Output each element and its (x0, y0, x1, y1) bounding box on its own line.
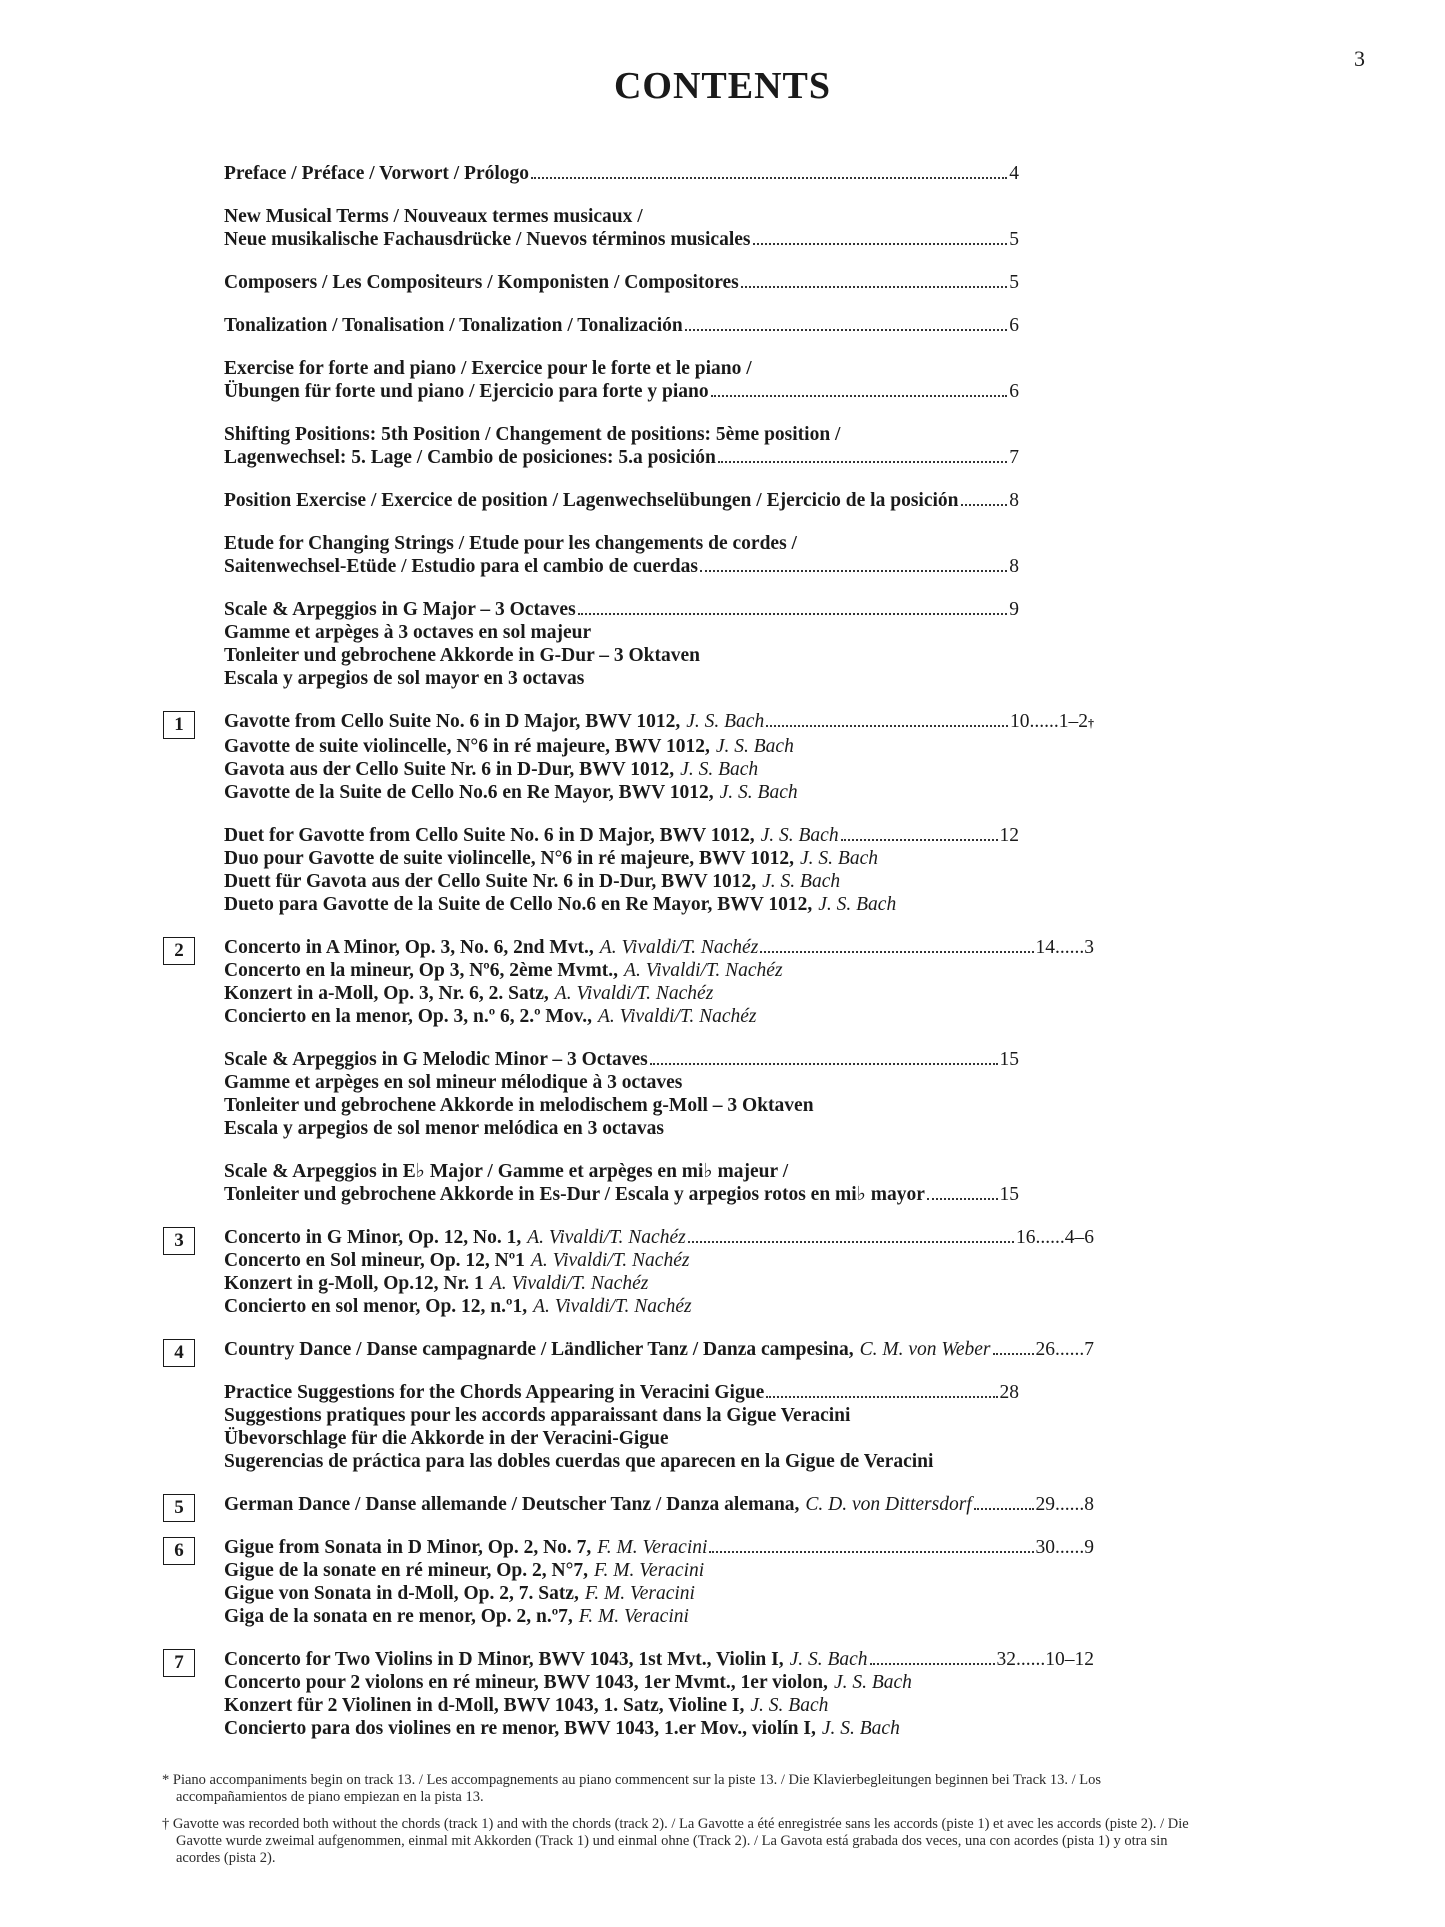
entry-title: Übevorschlage für die Akkorde in der Veracini-Gigue (224, 1428, 669, 1449)
toc-entry (174, 1648, 1274, 1740)
composer-name: F. M. Veracini (584, 1583, 695, 1604)
page-ref (1036, 1536, 1056, 1559)
toc-line (224, 824, 1019, 847)
page-number-ref: 26 (1035, 1339, 1055, 1360)
entry-title: Practice Suggestions for the Chords Appearing in Veracini Gigue (224, 1382, 765, 1403)
entry-title: Scale & Arpeggios in G Melodic Minor – 3 Octaves (224, 1049, 648, 1070)
toc-entry (174, 1493, 1274, 1518)
toc-line (224, 1671, 1274, 1694)
toc-entry (174, 710, 1274, 804)
composer-name: A. Vivaldi/T. Nachéz (598, 1006, 757, 1027)
page-number-ref: 6 (1009, 315, 1019, 336)
composer-name: A. Vivaldi/T. Nachéz (554, 983, 714, 1004)
toc-line (224, 1183, 1019, 1206)
toc-entry (224, 489, 1274, 512)
toc-line (224, 205, 1274, 228)
page-number-ref: 30 (1035, 1537, 1055, 1558)
toc-line (224, 532, 1274, 555)
toc-line (224, 1427, 1274, 1450)
track-leader: ...... (1035, 1227, 1065, 1248)
entry-title: Übungen für forte und piano / Ejercicio para forte y piano (224, 381, 709, 402)
toc-entry (174, 1338, 1274, 1363)
page-ref (1000, 1048, 1020, 1071)
composer-name: J. S. Bach (762, 871, 841, 892)
toc-line (224, 621, 1274, 644)
dot-leader (927, 1198, 998, 1200)
toc-line (224, 1605, 1274, 1628)
toc-line (224, 489, 1019, 512)
entry-title: Escala y arpegios de sol mayor en 3 octavas (224, 668, 585, 689)
dot-leader (766, 725, 1008, 727)
page-number-ref: 16 (1016, 1227, 1036, 1248)
toc-line (224, 314, 1019, 337)
toc-line (224, 1450, 1274, 1473)
entry-title: Gamme et arpèges en sol mineur mélodique à 3 octaves (224, 1072, 683, 1093)
toc-line (224, 1272, 1274, 1295)
track-leader: ...... (1029, 711, 1059, 732)
dot-leader (753, 243, 1008, 245)
composer-name: A. Vivaldi/T. Nachéz (489, 1273, 649, 1294)
page-number-ref: 5 (1009, 229, 1019, 250)
entry-title: Scale & Arpeggios in E♭ Major / Gamme et arpèges en mi♭ majeur / (224, 1161, 789, 1182)
dot-leader (841, 839, 998, 841)
entry-title: Saitenwechsel-Etüde / Estudio para el cambio de cuerdas (224, 556, 698, 577)
page-number-ref: 12 (999, 825, 1019, 846)
page-ref (1016, 1226, 1036, 1249)
composer-name: J. S. Bach (833, 1672, 912, 1693)
entry-title: Sugerencias de práctica para las dobles cuerdas que aparecen en la Gigue de Veracini (224, 1451, 934, 1472)
entry-title: Suggestions pratiques pour les accords apparaissant dans la Gigue Veracini (224, 1405, 851, 1426)
track-range: 9 (1084, 1537, 1094, 1558)
toc-entry (224, 205, 1274, 251)
toc-entry (224, 357, 1274, 403)
toc-line (224, 555, 1019, 578)
page-ref (1009, 598, 1019, 621)
dot-leader (700, 570, 1007, 572)
track-leader: ...... (1055, 1537, 1085, 1558)
toc-line (224, 735, 1274, 758)
toc-line (224, 1338, 1094, 1361)
entry-title: Concerto in G Minor, Op. 12, No. 1, (224, 1227, 522, 1248)
track-leader: ...... (1016, 1649, 1046, 1670)
entry-title: Concierto para dos violines en re menor, BWV 1043, 1.er Mov., violín I, (224, 1718, 816, 1739)
page-number: 3 (1354, 46, 1365, 71)
track-leader: ...... (1055, 1339, 1085, 1360)
composer-name: C. M. von Weber (859, 1339, 991, 1360)
footnotes (162, 1772, 1212, 1877)
page-number-ref: 8 (1009, 490, 1019, 511)
entry-title: Konzert für 2 Violinen in d-Moll, BWV 1043, 1. Satz, Violine I, (224, 1695, 745, 1716)
toc-entry (224, 423, 1274, 469)
page-number-ref: 14 (1035, 937, 1055, 958)
track-range: 7 (1084, 1339, 1094, 1360)
toc-line (224, 959, 1274, 982)
dot-leader (709, 1551, 1033, 1553)
toc-entry (224, 314, 1274, 337)
toc-line (224, 644, 1274, 667)
page-number-ref: 6 (1009, 381, 1019, 402)
page-ref (997, 1648, 1017, 1671)
toc-line (224, 380, 1019, 403)
page-number-ref: 15 (999, 1049, 1019, 1070)
dot-leader (760, 951, 1033, 953)
entry-title: German Dance / Danse allemande / Deutscher Tanz / Danza alemana, (224, 1494, 800, 1515)
toc-entry (174, 1226, 1274, 1318)
entry-title: Country Dance / Danse campagnarde / Ländlicher Tanz / Danza campesina, (224, 1339, 854, 1360)
entry-title: Shifting Positions: 5th Position / Changement de positions: 5ème position / (224, 424, 841, 445)
toc-line (224, 1648, 1094, 1671)
page-ref (1009, 228, 1019, 251)
entry-title: Position Exercise / Exercice de position / Lagenwechselübungen / Ejercicio de la posición (224, 490, 959, 511)
toc-entry (224, 1048, 1274, 1140)
toc-line (224, 598, 1019, 621)
toc-line (224, 1048, 1019, 1071)
toc-line (224, 781, 1274, 804)
composer-name: F. M. Veracini (597, 1537, 708, 1558)
entry-title: New Musical Terms / Nouveaux termes musicaux / (224, 206, 643, 227)
entry-title: Concerto en la mineur, Op 3, Nº6, 2ème Mvmt., (224, 960, 619, 981)
page-number-ref: 8 (1009, 556, 1019, 577)
entry-title: Gamme et arpèges à 3 octaves en sol majeur (224, 622, 592, 643)
entry-title: Gavotte de suite violincelle, N°6 in ré majeure, BWV 1012, (224, 736, 710, 757)
entry-title: Concierto en la menor, Op. 3, n.º 6, 2.º Mov., (224, 1006, 593, 1027)
toc-line (224, 1717, 1274, 1740)
page-number-ref: 10 (1010, 711, 1030, 732)
toc-line (224, 1404, 1274, 1427)
dot-leader (974, 1508, 1034, 1510)
dot-leader (688, 1241, 1014, 1243)
toc-line (224, 446, 1019, 469)
toc-line (224, 1559, 1274, 1582)
composer-name: A. Vivaldi/T. Nachéz (533, 1296, 692, 1317)
entry-title: Duo pour Gavotte de suite violincelle, N°6 in ré majeure, BWV 1012, (224, 848, 795, 869)
dot-leader (870, 1663, 995, 1665)
toc-entry (224, 1160, 1274, 1206)
page-ref (1009, 446, 1019, 469)
composer-name: J. S. Bach (719, 782, 798, 803)
track-number-box: 5 (163, 1494, 195, 1522)
toc-entry (224, 598, 1274, 690)
page-number-ref: 5 (1009, 272, 1019, 293)
entry-title: Composers / Les Compositeurs / Komponisten / Compositores (224, 272, 739, 293)
entry-title: Giga de la sonata en re menor, Op. 2, n.º7, (224, 1606, 573, 1627)
toc-line (224, 1295, 1274, 1318)
toc-entry (174, 936, 1274, 1028)
composer-name: A. Vivaldi/T. Nachéz (624, 960, 783, 981)
page-number-ref: 32 (996, 1649, 1016, 1670)
composer-name: J. S. Bach (818, 894, 897, 915)
toc-line (224, 1249, 1274, 1272)
footnote: † Gavotte was recorded both without the chords (track 1) and with the chords (track 2). / La Gavotte a été enregistrée sans les accords (piste 1) et avec les accords (piste 2). / Die Gavotte wurde zweimal aufgenommen, einmal mit Akkorden (Track 1) und einmal ohne (Track 2). / La Gavota está grabada dos veces, una con acordes (pista 1) y otra sin acordes (pista 2). (162, 1816, 1189, 1866)
page-ref (1036, 1493, 1056, 1516)
track-number-box: 7 (163, 1649, 195, 1677)
entry-title: Concierto en sol menor, Op. 12, n.º1, (224, 1296, 528, 1317)
toc-line (224, 847, 1274, 870)
track-number-box: 3 (163, 1227, 195, 1255)
toc-line (224, 271, 1019, 294)
dot-leader (961, 504, 1008, 506)
page-ref (1009, 314, 1019, 337)
track-leader: ...... (1055, 937, 1085, 958)
composer-name: J. S. Bach (760, 825, 839, 846)
toc-line (224, 1226, 1094, 1249)
toc-line (224, 758, 1274, 781)
footnote-mark: † (1088, 716, 1094, 730)
composer-name: J. S. Bach (789, 1649, 868, 1670)
dot-leader (766, 1396, 997, 1398)
entry-title: Duet for Gavotte from Cello Suite No. 6 in D Major, BWV 1012, (224, 825, 755, 846)
entry-title: Konzert in g-Moll, Op.12, Nr. 1 (224, 1273, 484, 1294)
page-number-ref: 15 (999, 1184, 1019, 1205)
footnote: * Piano accompaniments begin on track 13. / Les accompagnements au piano commencent sur la piste 13. / Die Klavierbegleitungen beginnen bei Track 13. / Los accompañamientos de piano empiezan en la pista 13. (162, 1772, 1102, 1805)
entry-title: Tonalization / Tonalisation / Tonalization / Tonalización (224, 315, 683, 336)
composer-name: J. S. Bach (680, 759, 759, 780)
page-ref (1010, 710, 1030, 733)
composer-name: F. M. Veracini (578, 1606, 689, 1627)
page-ref (1000, 1183, 1020, 1206)
toc-line (224, 423, 1274, 446)
entry-title: Concerto in A Minor, Op. 3, No. 6, 2nd Mvt., (224, 937, 594, 958)
entry-title: Gavota aus der Cello Suite Nr. 6 in D-Dur, BWV 1012, (224, 759, 675, 780)
toc-line (224, 1117, 1274, 1140)
toc-line (224, 982, 1274, 1005)
entry-title: Gigue from Sonata in D Minor, Op. 2, No. 7, (224, 1537, 592, 1558)
page-number-ref: 9 (1009, 599, 1019, 620)
toc-line (224, 893, 1274, 916)
entry-title: Tonleiter und gebrochene Akkorde in melodischem g-Moll – 3 Oktaven (224, 1095, 814, 1116)
track-leader: ...... (1055, 1494, 1085, 1515)
dot-leader (993, 1353, 1034, 1355)
composer-name: J. S. Bach (800, 848, 878, 869)
toc-line (224, 1160, 1274, 1183)
entry-title: Scale & Arpeggios in G Major – 3 Octaves (224, 599, 576, 620)
toc-line (224, 1094, 1274, 1117)
entry-title: Gigue de la sonate en ré mineur, Op. 2, N°7, (224, 1560, 589, 1581)
toc-line (224, 228, 1019, 251)
entry-title: Etude for Changing Strings / Etude pour les changements de cordes / (224, 533, 797, 554)
composer-name: A. Vivaldi/T. Nachéz (530, 1250, 690, 1271)
toc-entry (224, 532, 1274, 578)
toc-entry (224, 824, 1274, 916)
track-number-box: 6 (163, 1537, 195, 1565)
entry-title: Concerto en Sol mineur, Op. 12, Nº1 (224, 1250, 525, 1271)
dot-leader (718, 461, 1007, 463)
entry-title: Gigue von Sonata in d-Moll, Op. 2, 7. Satz, (224, 1583, 579, 1604)
track-range: 3 (1084, 937, 1094, 958)
entry-title: Concerto pour 2 violons en ré mineur, BWV 1043, 1er Mvmt., 1er violon, (224, 1672, 828, 1693)
page-ref (1009, 162, 1019, 185)
composer-name: C. D. von Dittersdorf (805, 1494, 972, 1515)
entry-title: Neue musikalische Fachausdrücke / Nuevos términos musicales (224, 229, 751, 250)
entry-title: Tonleiter und gebrochene Akkorde in Es-Dur / Escala y arpegios rotos en mi♭ mayor (224, 1184, 925, 1205)
page-number-ref: 28 (999, 1382, 1019, 1403)
track-range: 10–12 (1045, 1649, 1094, 1670)
dot-leader (741, 286, 1007, 288)
entry-title: Escala y arpegios de sol menor melódica en 3 octavas (224, 1118, 664, 1139)
track-number-box: 4 (163, 1339, 195, 1367)
toc-line (224, 936, 1094, 959)
toc-line (224, 667, 1274, 690)
toc-entry (224, 271, 1274, 294)
page-ref (1036, 936, 1056, 959)
page-number-ref: 7 (1009, 447, 1019, 468)
entry-title: Tonleiter und gebrochene Akkorde in G-Dur – 3 Oktaven (224, 645, 701, 666)
toc-line (224, 1005, 1274, 1028)
page-title: CONTENTS (613, 65, 832, 107)
dot-leader (531, 177, 1007, 179)
entry-title: Preface / Préface / Vorwort / Prólogo (224, 163, 530, 184)
page-ref (1000, 1381, 1020, 1404)
composer-name: A. Vivaldi/T. Nachéz (599, 937, 759, 958)
track-range: 1–2 (1058, 711, 1088, 732)
dot-leader (650, 1063, 998, 1065)
dot-leader (685, 329, 1007, 331)
toc-line (224, 1071, 1274, 1094)
toc-line (224, 710, 1094, 735)
entry-title: Gavotte de la Suite de Cello No.6 en Re Mayor, BWV 1012, (224, 782, 714, 803)
composer-name: A. Vivaldi/T. Nachéz (527, 1227, 686, 1248)
toc-entry (224, 162, 1274, 185)
page-number-ref: 29 (1035, 1494, 1055, 1515)
entry-title: Konzert in a-Moll, Op. 3, Nr. 6, 2. Satz, (224, 983, 549, 1004)
track-number-box: 2 (163, 937, 195, 965)
toc-line (224, 1381, 1019, 1404)
page-ref (1009, 271, 1019, 294)
page-ref (1009, 489, 1019, 512)
track-number-box: 1 (163, 711, 195, 739)
toc-entry (224, 1381, 1274, 1473)
entry-title: Gavotte from Cello Suite No. 6 in D Major, BWV 1012, (224, 711, 681, 732)
page-ref (1036, 1338, 1056, 1361)
table-of-contents (174, 162, 1274, 1760)
page-ref (1009, 555, 1019, 578)
track-range: 8 (1084, 1494, 1094, 1515)
entry-title: Concerto for Two Violins in D Minor, BWV 1043, 1st Mvt., Violin I, (224, 1649, 784, 1670)
toc-entry (174, 1536, 1274, 1628)
toc-line (224, 870, 1274, 893)
composer-name: J. S. Bach (821, 1718, 900, 1739)
dot-leader (711, 395, 1008, 397)
toc-line (224, 1582, 1274, 1605)
toc-line (224, 1694, 1274, 1717)
entry-title: Exercise for forte and piano / Exercice pour le forte et le piano / (224, 358, 752, 379)
entry-title: Lagenwechsel: 5. Lage / Cambio de posiciones: 5.a posición (224, 447, 716, 468)
composer-name: J. S. Bach (686, 711, 765, 732)
toc-line (224, 162, 1019, 185)
toc-line (224, 1493, 1094, 1516)
page-ref (1000, 824, 1020, 847)
page-number-ref: 4 (1009, 163, 1019, 184)
dot-leader (578, 613, 1008, 615)
composer-name: F. M. Veracini (594, 1560, 705, 1581)
track-range: 4–6 (1064, 1227, 1094, 1248)
toc-line (224, 1536, 1094, 1559)
toc-line (224, 357, 1274, 380)
entry-title: Dueto para Gavotte de la Suite de Cello No.6 en Re Mayor, BWV 1012, (224, 894, 813, 915)
page-ref (1009, 380, 1019, 403)
composer-name: J. S. Bach (715, 736, 794, 757)
composer-name: J. S. Bach (750, 1695, 829, 1716)
entry-title: Duett für Gavota aus der Cello Suite Nr. 6 in D-Dur, BWV 1012, (224, 871, 757, 892)
